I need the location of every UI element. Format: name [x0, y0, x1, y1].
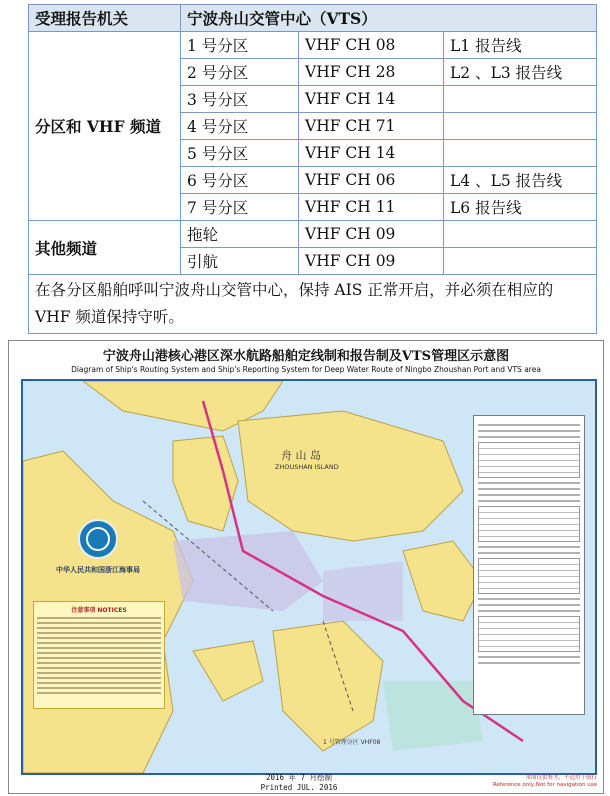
zone-report-line: L4 、L5 报告线 [444, 167, 597, 194]
zone-report-line: L2 、L3 报告线 [444, 59, 597, 86]
printed-date-cn: 2016 年 7 月绘制 [265, 773, 333, 782]
zone-channel: VHF CH 14 [299, 86, 444, 113]
table-row [29, 275, 597, 334]
zone-report-line [444, 86, 597, 113]
zone-name: 7 号分区 [181, 194, 299, 221]
other-channels-label: 其他频道 [29, 221, 181, 275]
zone-name: 4 号分区 [181, 113, 299, 140]
msa-name: 中华人民共和国浙江海事局 [56, 566, 140, 574]
legend-panel [473, 415, 585, 715]
zone-name: 3 号分区 [181, 86, 299, 113]
zone-report-line: L6 报告线 [444, 194, 597, 221]
zone-name: 6 号分区 [181, 167, 299, 194]
reference-note-cn: 本图仅供参考，不适用于航行 [525, 775, 597, 781]
reference-note-en: Reference only,Not for navigation use [492, 782, 597, 788]
zone-channel: VHF CH 28 [299, 59, 444, 86]
msa-logo-icon [78, 519, 118, 559]
table-header-row [29, 5, 597, 32]
land-zhoushan [238, 411, 463, 541]
other-channel: VHF CH 09 [299, 248, 444, 275]
msa-block [29, 519, 167, 575]
land-jintang [173, 436, 238, 531]
vts-zone-1 [173, 531, 323, 611]
reference-note [493, 775, 597, 789]
other-name: 引航 [181, 248, 299, 275]
table-row [29, 221, 597, 248]
vts-table [28, 4, 597, 334]
empty-cell [444, 248, 597, 275]
zone-name: 2 号分区 [181, 59, 299, 86]
zone-name: 5 号分区 [181, 140, 299, 167]
map-subtitle: Diagram of Ship's Routing System and Ship's Reporting System for Deep Water Route of Ningbo Zhoushan Port and VTS area [71, 365, 541, 374]
zones-label: 分区和 VHF 频道 [29, 32, 181, 221]
notice-text-lines [37, 617, 161, 694]
vts-zone-2 [323, 561, 403, 621]
vts-zone-3 [383, 681, 483, 751]
table-note: 在各分区船舶呼叫宁波舟山交管中心，保持 AIS 正常开启，并必须在相应的 VHF 频道保持守听。 [29, 275, 597, 334]
zone-report-line: L1 报告线 [444, 32, 597, 59]
authority-value: 宁波舟山交管中心（VTS） [181, 5, 597, 32]
printed-date-en: Printed JUL. 2016 [260, 783, 338, 792]
island-label-en: ZHOUSHAN ISLAND [275, 463, 339, 471]
printed-date [209, 773, 389, 793]
zone-channel: VHF CH 06 [299, 167, 444, 194]
authority-label: 受理报告机关 [29, 5, 181, 32]
notice-title: 注意事项 NOTICES [71, 607, 127, 614]
table-row [29, 32, 597, 59]
zone-channel: VHF CH 08 [299, 32, 444, 59]
chart-figure [8, 340, 604, 794]
empty-cell [444, 221, 597, 248]
zone-name: 1 号分区 [181, 32, 299, 59]
land-east [403, 541, 483, 621]
land-southwest [193, 641, 263, 701]
map-canvas [21, 379, 597, 775]
zone-label: 1 号管理分区 VHF08 [323, 739, 381, 746]
other-name: 拖轮 [181, 221, 299, 248]
island-label-cn: 舟 山 岛 [281, 449, 321, 462]
zone-channel: VHF CH 71 [299, 113, 444, 140]
zone-channel: VHF CH 11 [299, 194, 444, 221]
other-channel: VHF CH 09 [299, 221, 444, 248]
zone-channel: VHF CH 14 [299, 140, 444, 167]
land-south [273, 621, 383, 751]
zone-report-line [444, 140, 597, 167]
zone-report-line [444, 113, 597, 140]
map-title: 宁波舟山港核心港区深水航路船舶定线制和报告制及VTS管理区示意图 [102, 349, 510, 364]
notice-box [33, 601, 165, 709]
